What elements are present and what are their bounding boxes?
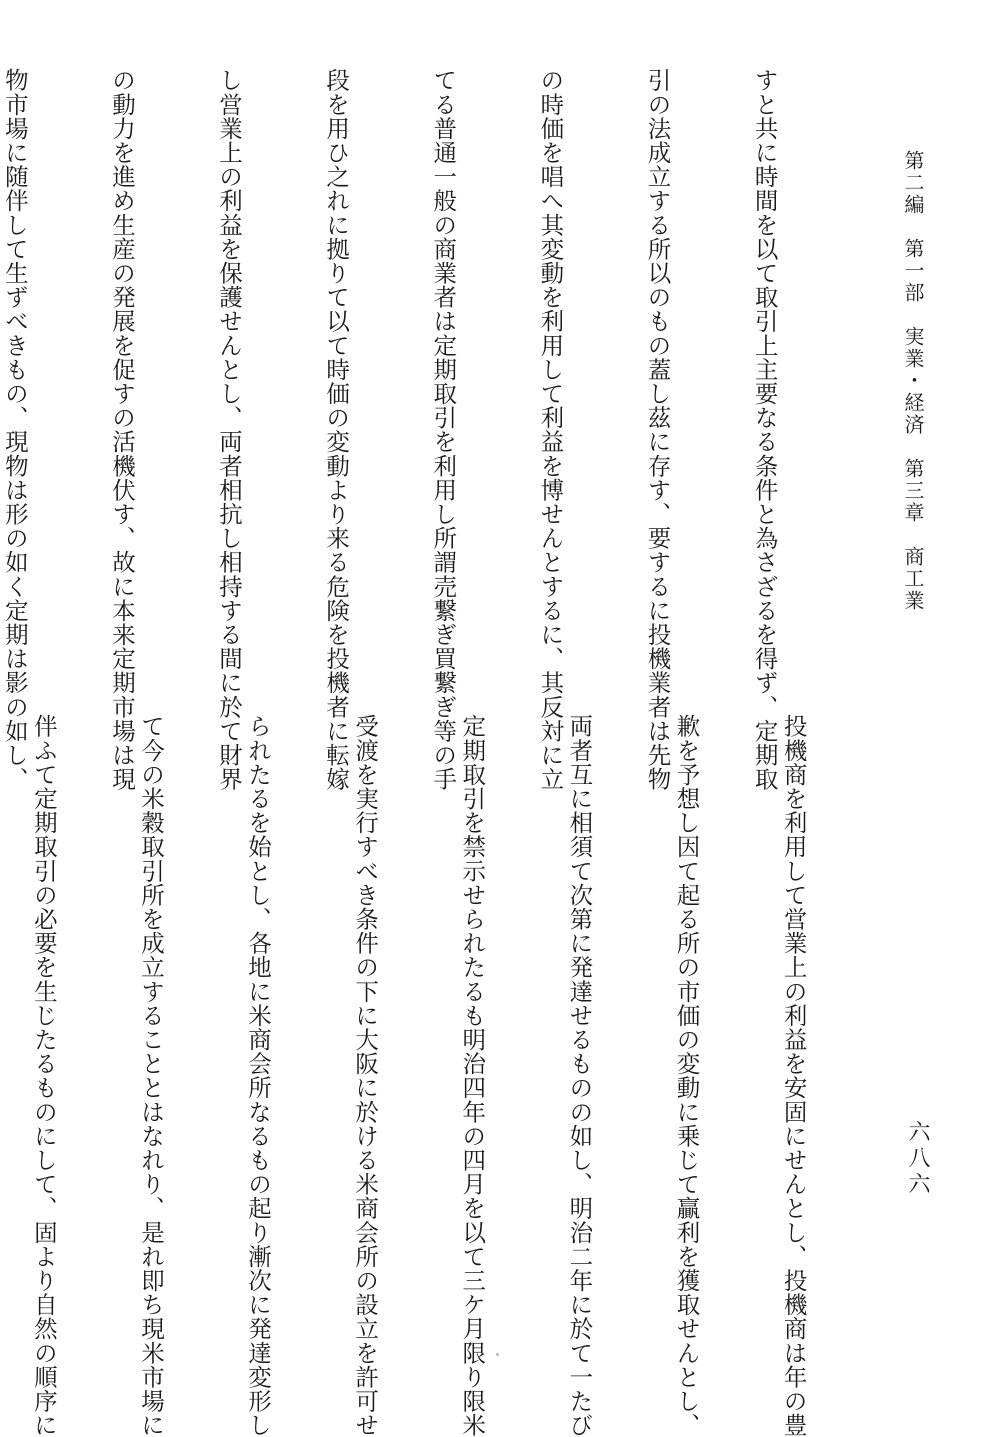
text-line: 両者互に相須て次第に発達せるものの如し、明治二年に於て一たび [565, 714, 594, 1437]
page-number: 六八六 [905, 1120, 930, 1198]
text-line: 投機商を利用して営業上の利益を安固にせんとし、投機商は年の豊 [779, 714, 808, 1437]
scan-dot [496, 1353, 499, 1356]
text-line: 段を用ひ之れに拠りて以て時価の変動より来る危険を投機者に転嫁 [322, 68, 351, 791]
text-line: 定期取引を禁示せられたるも明治四年の四月を以て三ケ月限り限米 [458, 714, 487, 1437]
text-line: 歉を予想し因て起る所の市価の変動に乗じて贏利を獲取せんとし、 [672, 714, 701, 1437]
running-header: 第二編 第一部 実業・経済 第三章 商工業 [901, 150, 925, 612]
text-line: 伴ふて定期取引の必要を生じたるものにして、固より自然の順序に [29, 714, 58, 1437]
text-line: 引の法成立する所以のもの蓋し茲に存す、要するに投機業者は先物 [643, 68, 672, 791]
text-line: てる普通一般の商業者は定期取引を利用し所謂売繋ぎ買繋ぎ等の手 [429, 68, 458, 791]
text-line: 受渡を実行すべき条件の下に大阪に於ける米商会所の設立を許可せ [351, 714, 380, 1437]
text-line: の時価を唱へ其変動を利用して利益を博せんとするに、其反対に立 [536, 68, 565, 791]
text-line: 物市場に随伴して生ずべきもの、現物は形の如く定期は影の如し、 [0, 68, 29, 791]
text-line: し営業上の利益を保護せんとし、両者相抗し相持する間に於て財界 [215, 68, 244, 791]
text-line: られたるを始とし、各地に米商会所なるもの起り漸次に発達変形し [244, 714, 273, 1437]
text-line: すと共に時間を以て取引上主要なる条件と為さざるを得ず、定期取 [750, 68, 779, 791]
text-line: て今の米穀取引所を成立することとはなれり、是れ即ち現米市場に [136, 714, 165, 1437]
text-line: の動力を進め生産の発展を促すの活機伏す、故に本来定期市場は現 [107, 68, 136, 791]
lower-text-block [0, 714, 882, 1437]
upper-text-block [0, 68, 853, 791]
